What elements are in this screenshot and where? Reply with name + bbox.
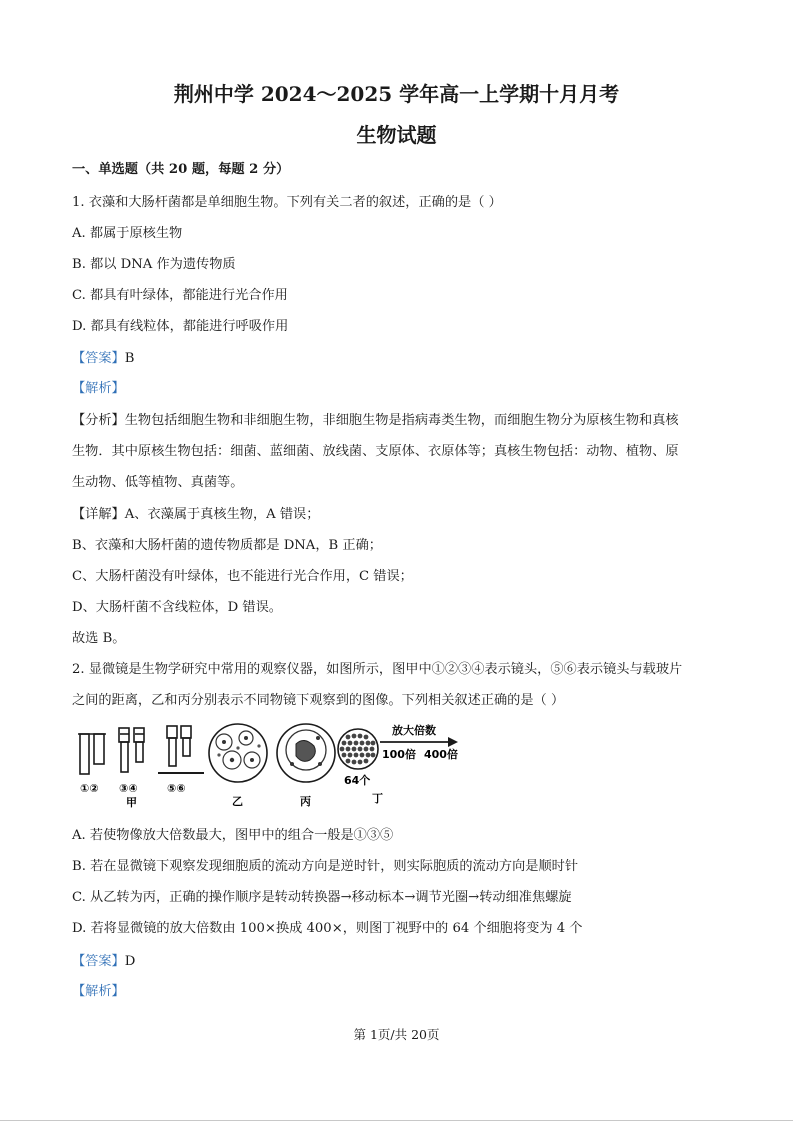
view-yi [209, 724, 267, 782]
q1-option-c: C. 都具有叶绿体，都能进行光合作用 [72, 288, 288, 303]
lens-slide-distance [158, 726, 204, 773]
eyepiece-lenses [78, 734, 106, 774]
q1-option-d: D. 都具有线粒体，都能进行呼吸作用 [72, 319, 289, 334]
exam-title: 荆州中学 2024～2025 学年高一上学期十月月考 [173, 82, 620, 106]
label-12: ①② [80, 782, 99, 795]
q1-detail-a: A、衣藻属于真核生物，A 错误； [124, 507, 320, 522]
label-34: ③④ [119, 782, 138, 795]
label-400x: 400倍 [424, 748, 458, 761]
q1-fenxi-line-2: 生物．其中原核生物包括：细菌、蓝细菌、放线菌、支原体、衣原体等；真核生物包括：动物、植物、原 [72, 444, 679, 459]
section-heading: 一、单选题（共 20 题，每题 2 分） [72, 162, 290, 177]
view-ding [338, 729, 378, 769]
label-56: ⑤⑥ [167, 782, 186, 795]
q1-detail-tag: 【详解】 [72, 507, 125, 522]
view-bing [277, 724, 335, 782]
microscope-figure [74, 720, 474, 810]
exam-subtitle: 生物试题 [356, 123, 437, 147]
q1-answer-row [72, 350, 134, 368]
label-64-cells: 64个 [344, 774, 371, 787]
q2-answer-tag: 【答案】 [72, 954, 125, 969]
microscope-figure-drawing [74, 720, 474, 810]
q1-detail-line-a [72, 506, 319, 524]
q1-answer: B [124, 351, 135, 366]
q1-detail-c: C、大肠杆菌没有叶绿体，也不能进行光合作用，C 错误； [72, 569, 413, 584]
page-bottom-divider [0, 1120, 793, 1121]
objective-lenses [119, 728, 144, 772]
q1-detail-b: B、衣藻和大肠杆菌的遗传物质都是 DNA，B 正确； [72, 538, 382, 553]
q1-option-a: A. 都属于原核生物 [72, 226, 183, 241]
label-ding: 丁 [372, 792, 383, 805]
label-yi: 乙 [232, 795, 243, 808]
q1-fenxi-tag: 【分析】 [72, 413, 125, 428]
q1-conclusion: 故选 B。 [72, 631, 126, 646]
label-bing: 丙 [300, 795, 311, 808]
q1-analysis-tag: 【解析】 [72, 381, 125, 396]
q2-option-d: D. 若将显微镜的放大倍数由 100×换成 400×，则图丁视野中的 64 个细胞将变为 4 个 [72, 921, 583, 936]
q2-option-a: A. 若使物像放大倍数最大，图甲中的组合一般是①③⑤ [72, 828, 394, 843]
q2-analysis-tag: 【解析】 [72, 984, 125, 999]
q1-stem: 1. 衣藻和大肠杆菌都是单细胞生物。下列有关二者的叙述，正确的是（ ） [72, 195, 502, 210]
q2-answer: D [124, 954, 136, 969]
q2-answer-row [72, 953, 135, 971]
q2-stem-line-2: 之间的距离，乙和丙分别表示不同物镜下观察到的图像。下列相关叙述正确的是（ ） [72, 693, 565, 708]
q1-fenxi-text-1: 生物包括细胞生物和非细胞生物，非细胞生物是指病毒类生物，而细胞生物分为原核生物和真核 [124, 413, 679, 428]
q1-fenxi-line-1 [72, 412, 679, 430]
q2-option-c: C. 从乙转为丙，正确的操作顺序是转动转换器→移动标本→调节光圈→转动细准焦螺旋 [72, 890, 572, 905]
page-footer: 第 1页/共 20页 [353, 1027, 440, 1042]
magnification-arrow [380, 737, 458, 747]
label-magnification: 放大倍数 [392, 724, 436, 737]
label-100x: 100倍 [382, 748, 416, 761]
q2-stem-line-1: 2. 显微镜是生物学研究中常用的观察仪器，如图所示，图甲中①②③④表示镜头，⑤⑥表示镜头与载玻片 [72, 662, 683, 677]
q1-detail-d: D、大肠杆菌不含线粒体，D 错误。 [72, 600, 282, 615]
q1-fenxi-line-3: 生动物、低等植物、真菌等。 [72, 475, 244, 490]
q2-option-b: B. 若在显微镜下观察发现细胞质的流动方向是逆时针，则实际胞质的流动方向是顺时针 [72, 859, 579, 874]
label-jia: 甲 [126, 796, 137, 809]
q1-answer-tag: 【答案】 [72, 351, 125, 366]
q1-option-b: B. 都以 DNA 作为遗传物质 [72, 257, 236, 272]
